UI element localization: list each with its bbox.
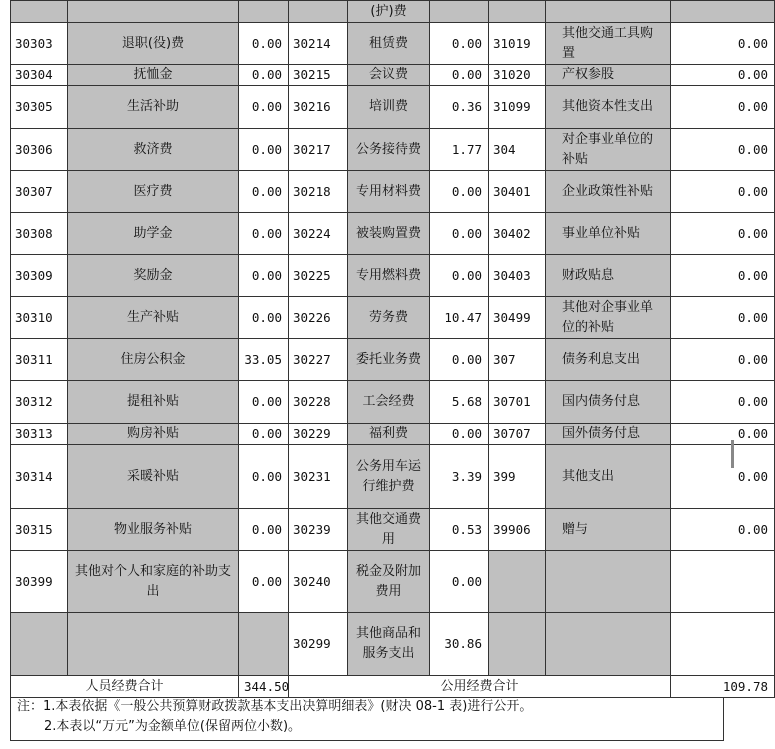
amount-cell: 0.00 [430,255,489,297]
amount-cell: 0.00 [239,297,289,339]
note-2: 2.本表以“万元”为金额单位(保留两位小数)。 [44,719,302,734]
item-name: 公务用车运行维护费 [348,445,430,509]
amount-cell: 0.00 [671,23,775,65]
item-code: 31020 [489,65,546,86]
table-row [11,65,775,86]
item-name: 被装购置费 [348,213,430,255]
amount-cell: 0.00 [430,23,489,65]
item-code: 30231 [289,445,348,509]
table-row [11,129,775,171]
item-name [68,613,239,676]
amount-cell: 0.00 [671,424,775,445]
item-code: 30309 [11,255,68,297]
personnel-total-label: 人员经费合计 [11,676,239,698]
item-name: 提租补贴 [68,381,239,424]
item-name: 奖励金 [68,255,239,297]
table-row [11,613,775,676]
item-name: 委托业务费 [348,339,430,381]
item-name: 国外债务付息 [546,424,671,445]
amount-cell: 1.77 [430,129,489,171]
public-total-label: 公用经费合计 [289,676,671,698]
amount-cell: 0.00 [671,445,775,509]
amount-cell: 0.00 [239,255,289,297]
item-name: 国内债务付息 [546,381,671,424]
item-code: 30299 [289,613,348,676]
table-row [11,424,775,445]
amount-cell [239,613,289,676]
item-code: 30310 [11,297,68,339]
amount-cell: 0.00 [430,551,489,613]
notes [10,697,724,741]
table-row [11,509,775,551]
item-name: 抚恤金 [68,65,239,86]
table-row [11,171,775,213]
table-row [11,255,775,297]
item-code: 30225 [289,255,348,297]
cell [546,1,671,23]
amount-cell: 0.00 [239,551,289,613]
item-name: 公务接待费 [348,129,430,171]
amount-cell: 0.00 [671,255,775,297]
item-code: 399 [489,445,546,509]
amount-cell: 0.00 [430,171,489,213]
amount-cell: 0.00 [239,86,289,129]
amount-cell: 0.00 [430,213,489,255]
item-name [546,551,671,613]
item-code: 30305 [11,86,68,129]
item-name: 其他商品和服务支出 [348,613,430,676]
item-code: 30239 [289,509,348,551]
cell [430,1,489,23]
item-code: 30308 [11,213,68,255]
item-code: 30229 [289,424,348,445]
amount-cell [671,613,775,676]
amount-cell: 0.00 [671,86,775,129]
amount-cell: 0.00 [239,23,289,65]
item-name: 生产补贴 [68,297,239,339]
amount-cell: 0.00 [671,213,775,255]
item-code: 30311 [11,339,68,381]
totals-row [11,676,775,698]
item-code: 30401 [489,171,546,213]
item-name: 财政贴息 [546,255,671,297]
amount-cell: 0.00 [239,381,289,424]
item-code: 30306 [11,129,68,171]
item-code: 30218 [289,171,348,213]
item-name: 其他交通工具购置 [546,23,671,65]
item-code: 30216 [289,86,348,129]
item-name: 采暖补贴 [68,445,239,509]
item-name: 企业政策性补贴 [546,171,671,213]
item-code: 30215 [289,65,348,86]
item-name: 债务利息支出 [546,339,671,381]
item-name: 物业服务补贴 [68,509,239,551]
item-name: 其他交通费用 [348,509,430,551]
table-row [11,23,775,65]
item-code [489,613,546,676]
amount-cell: 33.05 [239,339,289,381]
item-code: 30701 [489,381,546,424]
item-code: 39906 [489,509,546,551]
amount-cell: 0.00 [239,213,289,255]
item-name: 赠与 [546,509,671,551]
item-name: 其他对企事业单位的补贴 [546,297,671,339]
cell [489,1,546,23]
item-code [489,551,546,613]
item-code: 30226 [289,297,348,339]
amount-cell: 3.39 [430,445,489,509]
item-code: 31099 [489,86,546,129]
item-name: 其他支出 [546,445,671,509]
item-code: 30227 [289,339,348,381]
amount-cell: 0.00 [239,171,289,213]
item-code: 30217 [289,129,348,171]
amount-cell: 0.36 [430,86,489,129]
item-code: 30707 [489,424,546,445]
item-name: 会议费 [348,65,430,86]
amount-cell: 0.00 [239,509,289,551]
cell [11,1,68,23]
item-name: (护)费 [348,1,430,23]
cell [671,1,775,23]
item-code [11,613,68,676]
amount-cell: 0.00 [671,65,775,86]
amount-cell: 30.86 [430,613,489,676]
item-code: 30240 [289,551,348,613]
item-name [546,613,671,676]
cell [68,1,239,23]
amount-cell: 0.00 [239,445,289,509]
amount-cell: 10.47 [430,297,489,339]
table-row [11,551,775,613]
item-name: 住房公积金 [68,339,239,381]
item-code: 30228 [289,381,348,424]
table-row [11,213,775,255]
amount-cell: 0.00 [239,424,289,445]
table-row [11,339,775,381]
table-row-top [11,1,775,23]
amount-cell: 0.00 [430,424,489,445]
item-code: 30224 [289,213,348,255]
table-row [11,381,775,424]
item-code: 30399 [11,551,68,613]
item-code: 304 [489,129,546,171]
item-name: 产权参股 [546,65,671,86]
item-name: 培训费 [348,86,430,129]
table-row [11,86,775,129]
amount-cell: 0.00 [671,509,775,551]
table-row [11,445,775,509]
item-code: 30314 [11,445,68,509]
amount-cell: 0.00 [671,171,775,213]
item-name: 购房补贴 [68,424,239,445]
cell [289,1,348,23]
amount-cell: 0.00 [430,339,489,381]
amount-cell: 0.53 [430,509,489,551]
note-1: 注：1.本表依据《一般公共预算财政拨款基本支出决算明细表》(财决 08-1 表)进行公开。 [17,699,533,714]
item-name: 税金及附加费用 [348,551,430,613]
item-code: 30312 [11,381,68,424]
item-code: 30214 [289,23,348,65]
item-code: 30307 [11,171,68,213]
amount-cell: 0.00 [671,339,775,381]
cell [239,1,289,23]
personnel-total-value: 344.50 [239,676,289,698]
amount-cell: 0.00 [239,129,289,171]
item-name: 福利费 [348,424,430,445]
amount-cell [671,551,775,613]
item-name: 其他资本性支出 [546,86,671,129]
amount-cell: 0.00 [671,297,775,339]
item-code: 30315 [11,509,68,551]
amount-cell: 5.68 [430,381,489,424]
item-code: 30313 [11,424,68,445]
item-name: 对企事业单位的补贴 [546,129,671,171]
amount-cell: 0.00 [671,129,775,171]
amount-cell: 0.00 [430,65,489,86]
item-code: 30402 [489,213,546,255]
expense-detail-table [10,0,775,698]
item-name: 劳务费 [348,297,430,339]
item-code: 30303 [11,23,68,65]
item-name: 租赁费 [348,23,430,65]
table-row [11,297,775,339]
scroll-edge-marker [731,440,734,468]
item-name: 救济费 [68,129,239,171]
item-code: 30403 [489,255,546,297]
item-name: 医疗费 [68,171,239,213]
item-name: 助学金 [68,213,239,255]
item-code: 30499 [489,297,546,339]
amount-cell: 0.00 [239,65,289,86]
item-name: 其他对个人和家庭的补助支出 [68,551,239,613]
item-name: 专用燃料费 [348,255,430,297]
amount-cell: 0.00 [671,381,775,424]
public-total-value: 109.78 [671,676,775,698]
item-code: 30304 [11,65,68,86]
item-name: 专用材料费 [348,171,430,213]
item-code: 31019 [489,23,546,65]
item-name: 退职(役)费 [68,23,239,65]
item-name: 事业单位补贴 [546,213,671,255]
item-name: 生活补助 [68,86,239,129]
item-name: 工会经费 [348,381,430,424]
item-code: 307 [489,339,546,381]
